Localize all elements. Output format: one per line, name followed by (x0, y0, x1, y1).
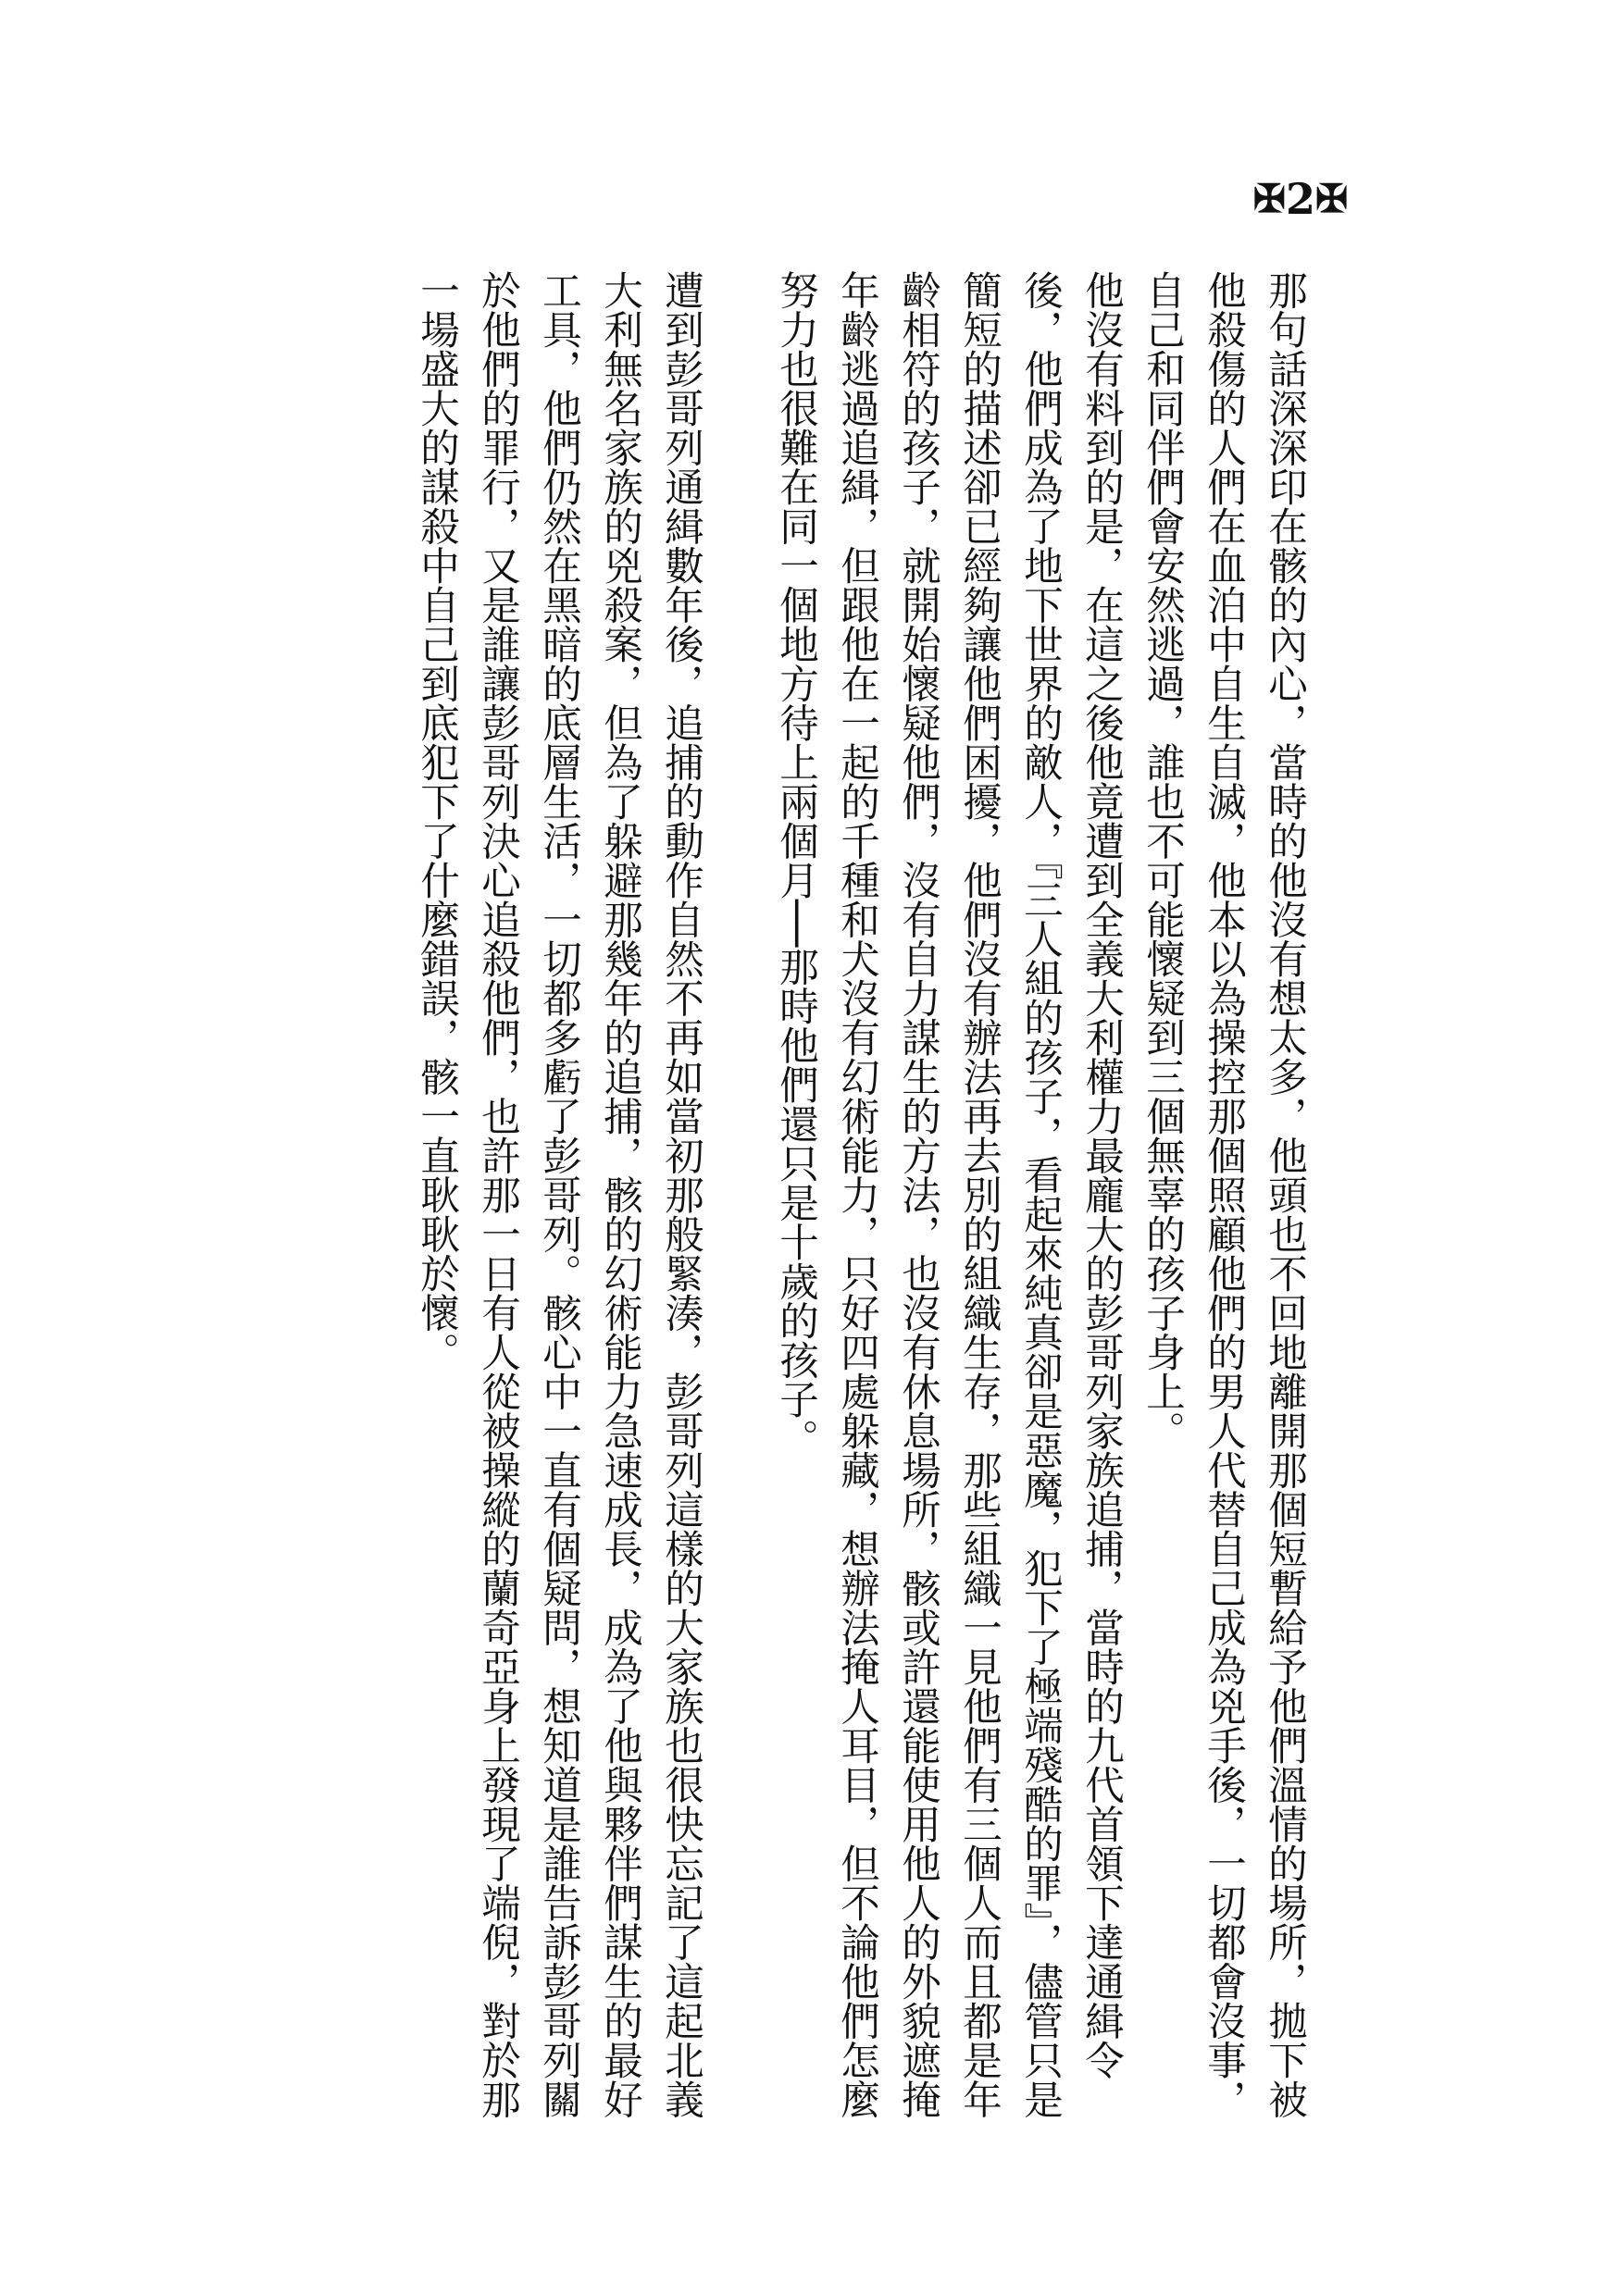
paragraph-3: 遭到彭哥列通緝數年後，追捕的動作自然不再如當初那般緊湊，彭哥列這樣的大家族也很快忘記了這起北義大利無名家族的兇殺案，但為了躲避那幾年的追捕，骸的幻術能力急速成長，成為了他與夥伴們謀生的最好工具，他們仍然在黑暗的底層生活，一切都多虧了彭哥列。骸心中一直有個疑問，想知道是誰告訴彭哥列關於他們的罪行，又是誰讓彭哥列決心追殺他們，也許那一日有人從被操縱的蘭奇亞身上發現了端倪，對於那一場盛大的謀殺中自己到底犯下了什麼錯誤，骸一直耿耿於懷。 (414, 270, 704, 2119)
page-number-value: 2 (1285, 174, 1315, 224)
vertical-text-body (305, 270, 1314, 2121)
paragraph-1: 那句話深深印在骸的內心，當時的他沒有想太多，他頭也不回地離開那個短暫給予他們溫情的場所，拋下被他殺傷的人們在血泊中自生自滅，他本以為操控那個照顧他們的男人代替自己成為兇手後，一切都會沒事，自己和同伴們會安然逃過，誰也不可能懷疑到三個無辜的孩子身上。 (1140, 270, 1307, 2119)
paragraph-2: 他沒有料到的是，在這之後他竟遭到全義大利權力最龐大的彭哥列家族追捕，當時的九代首領下達通緝令後，他們成為了地下世界的敵人，『三人組的孩子，看起來純真卻是惡魔，犯下了極端殘酷的罪』，儘管只是簡短的描述卻已經夠讓他們困擾，他們沒有辦法再去別的組織生存，那些組織一見他們有三個人而且都是年齡相符的孩子，就開始懷疑他們，沒有自力謀生的方法，也沒有休息場所，骸或許還能使用他人的外貌遮掩年齡逃過追緝，但跟他在一起的千種和犬沒有幻術能力，只好四處躲藏，想辦法掩人耳目，但不論他們怎麼努力也很難在同一個地方待上兩個月──那時他們還只是十歲的孩子。 (773, 270, 1124, 2119)
cross-ornament-right-icon: ✠ (1315, 176, 1349, 221)
cross-ornament-left-icon: ✠ (1252, 176, 1286, 221)
page-number (1245, 171, 1356, 227)
